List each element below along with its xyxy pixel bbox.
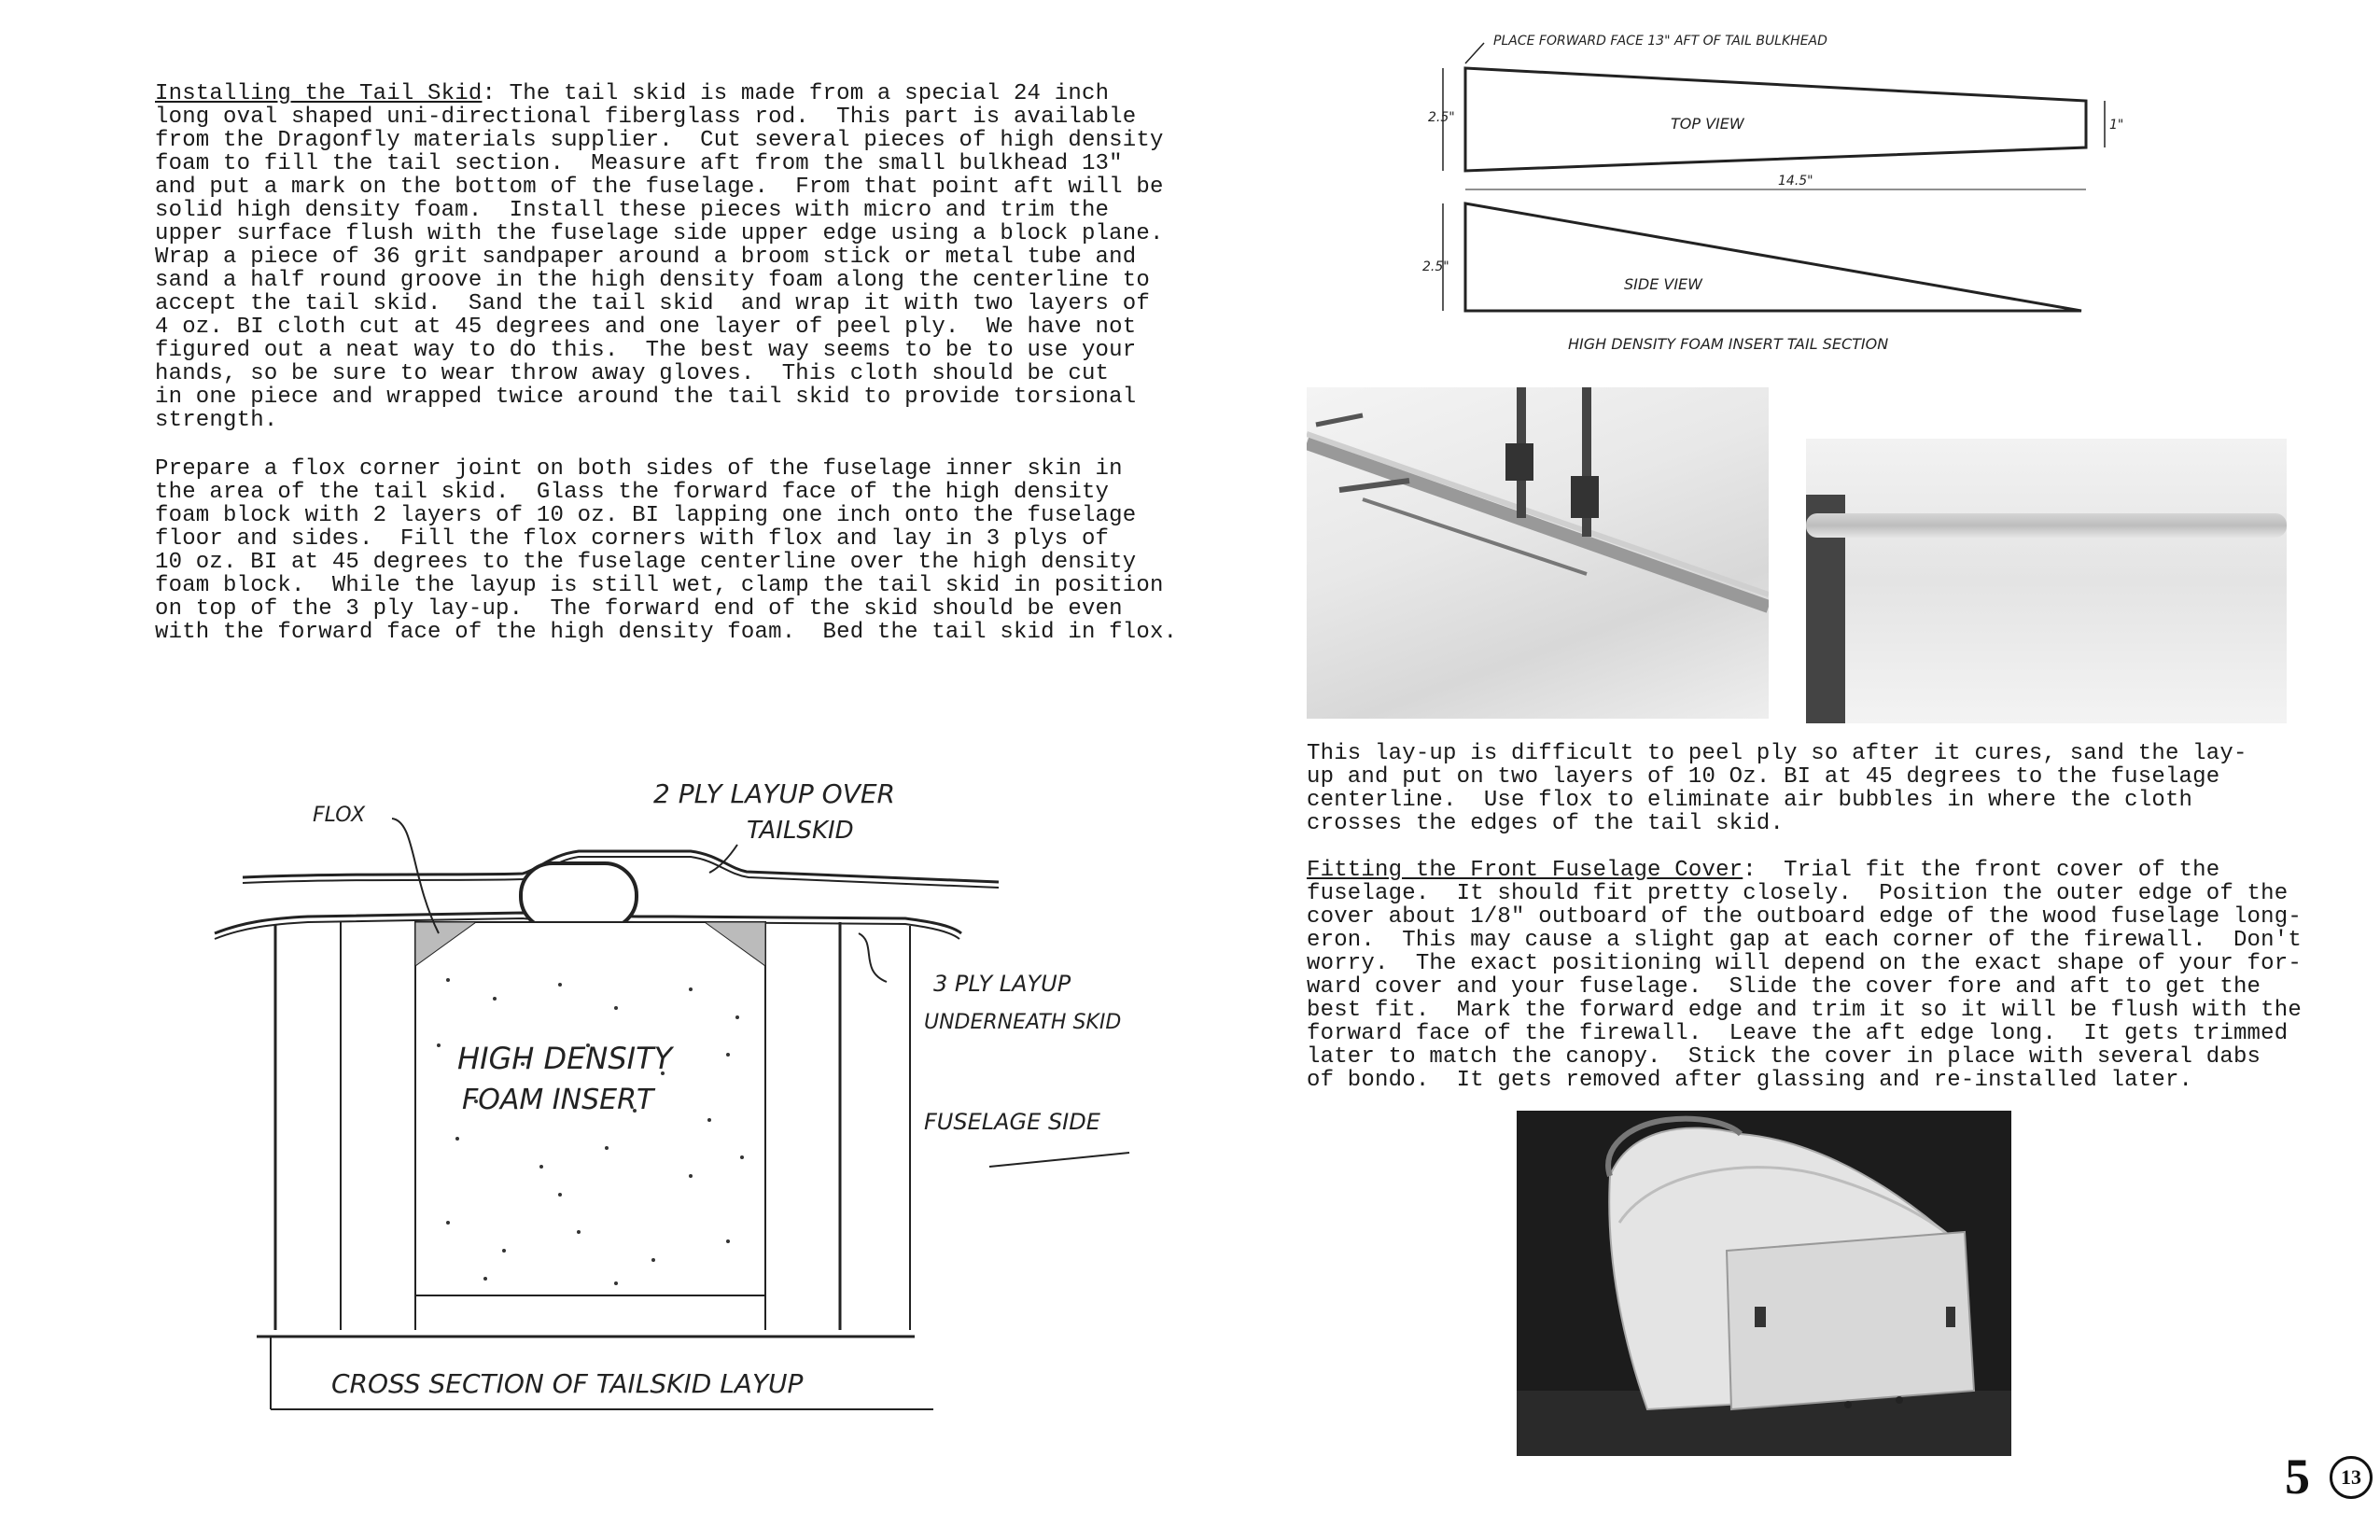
text-line: 4 oz. BI cloth cut at 45 degrees and one layer of peel ply. We have not	[155, 315, 1137, 340]
text-line: : The tail skid is made from a special 24 inch	[482, 81, 1110, 106]
text-line: This lay-up is difficult to peel ply so after it cures, sand the lay-	[1307, 741, 2247, 766]
flox-corner-section	[155, 457, 1177, 644]
text-line: later to match the canopy. Stick the cover in place with several dabs	[1307, 1044, 2261, 1070]
flox-corner-paragraph	[155, 457, 1177, 644]
text-line: : Trial fit the front cover of the	[1743, 858, 2220, 883]
text-line: crosses the edges of the tail skid.	[1307, 811, 1785, 836]
text-line: hands, so be sure to wear throw away gloves. This cloth should be cut	[155, 361, 1110, 386]
label-2ply-line2: TAILSKID	[747, 817, 854, 845]
text-line: ward cover and your fuselage. Slide the cover fore and aft to get the	[1307, 974, 2261, 1000]
text-line: foam block. While the layup is still wet, clamp the tail skid in position	[155, 573, 1164, 598]
text-line: cover about 1/8" outboard of the outboard edge of the wood fuselage long-	[1307, 904, 2302, 930]
dim-left-side: 2.5"	[1422, 259, 1449, 274]
cross-section-caption: CROSS SECTION OF TAILSKID LAYUP	[331, 1368, 804, 1399]
text-line: long oval shaped uni-directional fiberglass rod. This part is available	[155, 105, 1137, 130]
foam-top-note: PLACE FORWARD FACE 13" AFT OF TAIL BULKHEAD	[1493, 34, 1827, 49]
front-cover-section	[1307, 859, 2302, 1092]
text-line: in one piece and wrapped twice around the tail skid to provide torsional	[155, 385, 1137, 410]
dim-left-top: 2.5"	[1428, 110, 1455, 125]
text-line: foam block with 2 layers of 10 oz. BI lapping one inch onto the fuselage	[155, 503, 1137, 528]
top-view-shape	[1465, 68, 2086, 171]
text-line: strength.	[155, 408, 278, 433]
text-line: up and put on two layers of 10 Oz. BI at 45 degrees to the fuselage	[1307, 764, 2220, 790]
tail-skid-paragraph	[155, 82, 1164, 432]
text-line: on top of the 3 ply lay-up. The forward end of the skid should be even	[155, 596, 1123, 622]
layup-note-paragraph	[1307, 742, 2247, 835]
label-3ply-line1: 3 PLY LAYUP	[933, 971, 1071, 997]
text-line: and put a mark on the bottom of the fuselage. From that point aft will be	[155, 175, 1164, 200]
dim-right-top: 1"	[2109, 118, 2124, 133]
text-line: from the Dragonfly materials supplier. Cut several pieces of high density	[155, 128, 1164, 153]
text-line: accept the tail skid. Sand the tail skid and wrap it with two layers of	[155, 291, 1150, 316]
front-cover-illustration	[1517, 1111, 2011, 1456]
text-line: eron. This may cause a slight gap at each corner of the firewall. Don't	[1307, 928, 2302, 953]
clamps-illustration	[1307, 387, 1769, 719]
page-number: 5	[2285, 1449, 2310, 1505]
text-line: upper surface flush with the fuselage side upper edge using a block plane.	[155, 221, 1164, 246]
text-line: the area of the tail skid. Glass the forward face of the high density	[155, 480, 1110, 505]
text-line: foam to fill the tail section. Measure aft from the small bulkhead 13"	[155, 151, 1123, 176]
text-line: floor and sides. Fill the flox corners with flox and lay in 3 plys of	[155, 526, 1110, 552]
label-foam-line1: HIGH DENSITY	[457, 1041, 673, 1076]
text-line: forward face of the firewall. Leave the aft edge long. It gets trimmed	[1307, 1021, 2289, 1046]
photo-skid-closeup	[1806, 439, 2287, 723]
label-3ply-line2: UNDERNEATH SKID	[924, 1011, 1122, 1034]
text-line: centerline. Use flox to eliminate air bubbles in where the cloth	[1307, 788, 2193, 813]
tail-skid-oval	[521, 863, 637, 929]
label-flox: FLOX	[313, 804, 366, 827]
text-line: of bondo. It gets removed after glassing and re-installed later.	[1307, 1068, 2193, 1093]
label-fuselage-side: FUSELAGE SIDE	[924, 1109, 1100, 1135]
text-line: fuselage. It should fit pretty closely. Position the outer edge of the	[1307, 881, 2289, 906]
side-view-shape	[1465, 203, 2081, 311]
top-view-label: TOP VIEW	[1671, 115, 1744, 133]
text-line: with the forward face of the high density foam. Bed the tail skid in flox.	[155, 620, 1178, 645]
side-view-label: SIDE VIEW	[1624, 275, 1702, 293]
cross-section-diagram	[168, 765, 1213, 1437]
text-line: 10 oz. BI at 45 degrees to the fuselage centerline over the high density	[155, 550, 1137, 575]
photo-clamps	[1307, 387, 1769, 719]
tail-skid-heading: Installing the Tail Skid	[155, 81, 483, 106]
text-line: worry. The exact positioning will depend on the exact shape of your for-	[1307, 951, 2302, 976]
text-line: Prepare a flox corner joint on both sides of the fuselage inner skin in	[155, 456, 1123, 482]
photo-skid-rod	[1806, 513, 2287, 538]
text-line: sand a half round groove in the high density foam along the centerline to	[155, 268, 1150, 293]
text-line: best fit. Mark the forward edge and trim it so it will be flush with the	[1307, 998, 2302, 1023]
label-foam-line2: FOAM INSERT	[462, 1084, 654, 1116]
page-number-circled: 13	[2330, 1456, 2373, 1499]
text-line: solid high density foam. Install these pieces with micro and trim the	[155, 198, 1110, 223]
text-line: Wrap a piece of 36 grit sandpaper around a broom stick or metal tube and	[155, 245, 1137, 270]
photo-front-cover	[1517, 1111, 2011, 1456]
text-line: figured out a neat way to do this. The best way seems to be to use your	[155, 338, 1137, 363]
label-2ply-line1: 2 PLY LAYUP OVER	[653, 778, 895, 809]
foam-insert-diagram	[1409, 26, 2137, 362]
dim-length: 14.5"	[1778, 174, 1813, 189]
front-cover-heading: Fitting the Front Fuselage Cover	[1307, 858, 1743, 883]
layup-note-section	[1307, 742, 2247, 835]
foam-diagram-caption: HIGH DENSITY FOAM INSERT TAIL SECTION	[1568, 335, 1889, 353]
front-cover-paragraph	[1307, 859, 2302, 1092]
tail-skid-section	[155, 82, 1164, 432]
